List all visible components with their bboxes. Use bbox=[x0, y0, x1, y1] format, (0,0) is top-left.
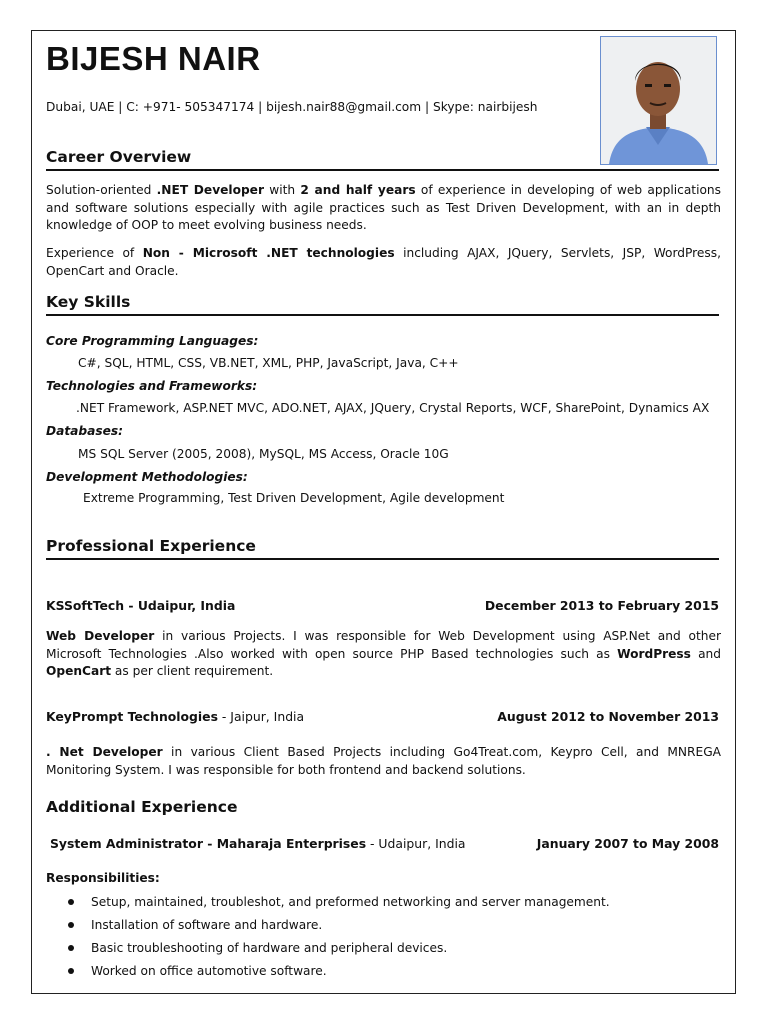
skill-category-value: Extreme Programming, Test Driven Development, Agile development bbox=[83, 491, 505, 505]
section-divider bbox=[46, 314, 719, 316]
skill-category-label: Core Programming Languages: bbox=[46, 334, 259, 348]
list-item: Worked on office automotive software. bbox=[68, 964, 327, 978]
bullet-icon bbox=[68, 945, 74, 951]
section-divider bbox=[46, 169, 719, 171]
job-company: KeyPrompt Technologies - Jaipur, India bbox=[46, 709, 305, 724]
job-description: . Net Developer in various Client Based Projects including Go4Treat.com, Keypro Cell, and MNREGA Monitoring System. I was responsible for both frontend and backend solutions. bbox=[46, 745, 721, 777]
job-dates: August 2012 to November 2013 bbox=[497, 709, 719, 724]
responsibilities-label: Responsibilities: bbox=[46, 871, 160, 885]
list-item: Installation of software and hardware. bbox=[68, 918, 322, 932]
skill-category-label: Technologies and Frameworks: bbox=[46, 379, 258, 393]
section-divider bbox=[46, 558, 719, 560]
list-item: Basic troubleshooting of hardware and peripheral devices. bbox=[68, 941, 447, 955]
bullet-icon bbox=[68, 922, 74, 928]
candidate-name: BIJESH NAIR bbox=[46, 40, 261, 77]
bullet-icon bbox=[68, 899, 74, 905]
skill-category-label: Development Methodologies: bbox=[46, 470, 248, 484]
additional-role: System Administrator - Maharaja Enterprises - Udaipur, India bbox=[50, 836, 466, 851]
skill-category-value: C#, SQL, HTML, CSS, VB.NET, XML, PHP, JavaScript, Java, C++ bbox=[78, 356, 459, 370]
contact-line: Dubai, UAE | C: +971- 505347174 | bijesh.nair88@gmail.com | Skype: nairbijesh bbox=[46, 100, 538, 114]
skill-category-value: .NET Framework, ASP.NET MVC, ADO.NET, AJAX, JQuery, Crystal Reports, WCF, SharePoint, Dynamics AX bbox=[76, 401, 710, 415]
section-title-career-overview: Career Overview bbox=[46, 148, 192, 166]
skill-category-label: Databases: bbox=[46, 424, 123, 438]
profile-photo-graphic bbox=[601, 37, 716, 164]
career-overview-paragraph-2: Experience of Non - Microsoft .NET technologies including AJAX, JQuery, Servlets, JSP, WordPress, OpenCart and Oracle. bbox=[46, 246, 721, 278]
list-item: Setup, maintained, troubleshot, and preformed networking and server management. bbox=[68, 895, 610, 909]
job-company: KSSoftTech - Udaipur, India bbox=[46, 598, 236, 613]
additional-dates: January 2007 to May 2008 bbox=[536, 836, 719, 851]
job-description: Web Developer in various Projects. I was responsible for Web Development using ASP.Net and other Microsoft Technologies .Also worked with open source PHP Based technologies such as WordPress and OpenCart as per client requirement. bbox=[46, 629, 722, 678]
section-title-key-skills: Key Skills bbox=[46, 293, 131, 311]
section-title-additional-experience: Additional Experience bbox=[46, 798, 238, 816]
profile-photo bbox=[600, 36, 717, 165]
job-dates: December 2013 to February 2015 bbox=[484, 598, 719, 613]
bullet-icon bbox=[68, 968, 74, 974]
career-overview-paragraph-1: Solution-oriented .NET Developer with 2 and half years of experience in developing of web applications and software solutions especially with agile practices such as Test Driven Development, with an in depth knowledge of OOP to meet evolving business needs. bbox=[46, 183, 721, 232]
section-title-professional-experience: Professional Experience bbox=[46, 537, 256, 555]
skill-category-value: MS SQL Server (2005, 2008), MySQL, MS Access, Oracle 10G bbox=[78, 447, 449, 461]
